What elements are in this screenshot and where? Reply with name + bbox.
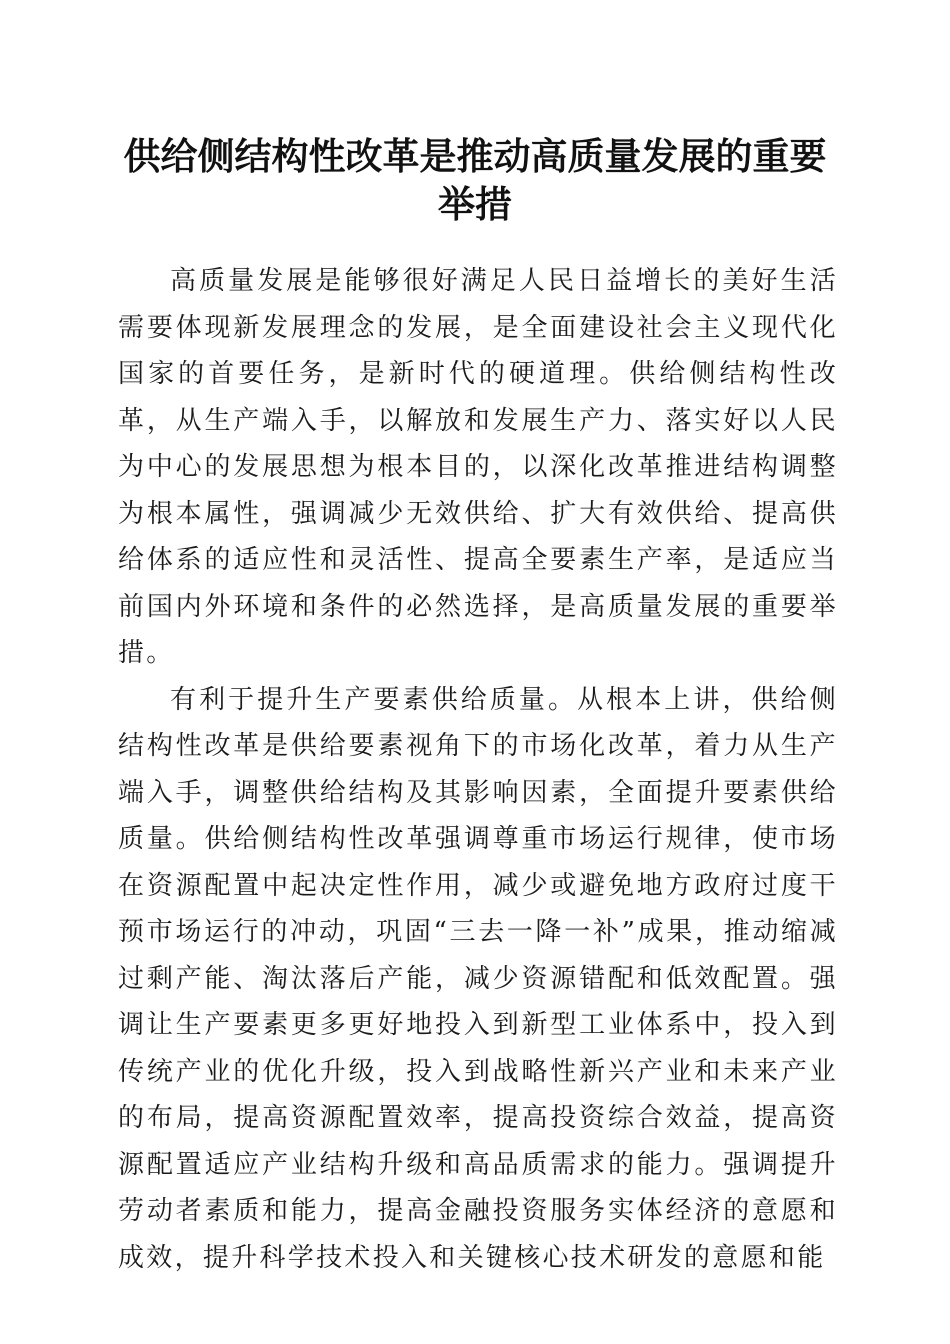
document-body xyxy=(118,258,838,1281)
paragraph-intro: 高质量发展是能够很好满足人民日益增长的美好生活需要体现新发展理念的发展，是全面建设社会主义现代化国家的首要任务，是新时代的硬道理。供给侧结构性改革，从生产端入手，以解放和发展生产力、落实好以人民为中心的发展思想为根本目的，以深化改革推进结构调整为根本属性，强调减少无效供给、扩大有效供给、提高供给体系的适应性和灵活性、提高全要素生产率，是适应当前国内外环境和条件的必然选择，是高质量发展的重要举措。 xyxy=(118,266,838,668)
document-title: 供给侧结构性改革是推动高质量发展的重要举措 xyxy=(123,134,827,226)
paragraph-supply-quality: 有利于提升生产要素供给质量。从根本上讲，供给侧结构性改革是供给要素视角下的市场化改革，着力从生产端入手，调整供给结构及其影响因素，全面提升要素供给质量。供给侧结构性改革强调尊重市场运行规律，使市场在资源配置中起决定性作用，减少或避免地方政府过度干预市场运行的冲动，巩固“三去一降一补”成果，推动缩减过剩产能、淘汰落后产能，减少资源错配和低效配置。强调让生产要素更多更好地投入到新型工业体系中，投入到传统产业的优化升级，投入到战略性新兴产业和未来产业的布局，提高资源配置效率，提高投资综合效益，提高资源配置适应产业结构升级和高品质需求的能力。强调提升劳动者素质和能力，提高金融投资服务实体经济的意愿和成效，提升科学技术投入和关键核心技术研发的意愿和能 xyxy=(118,684,838,1273)
